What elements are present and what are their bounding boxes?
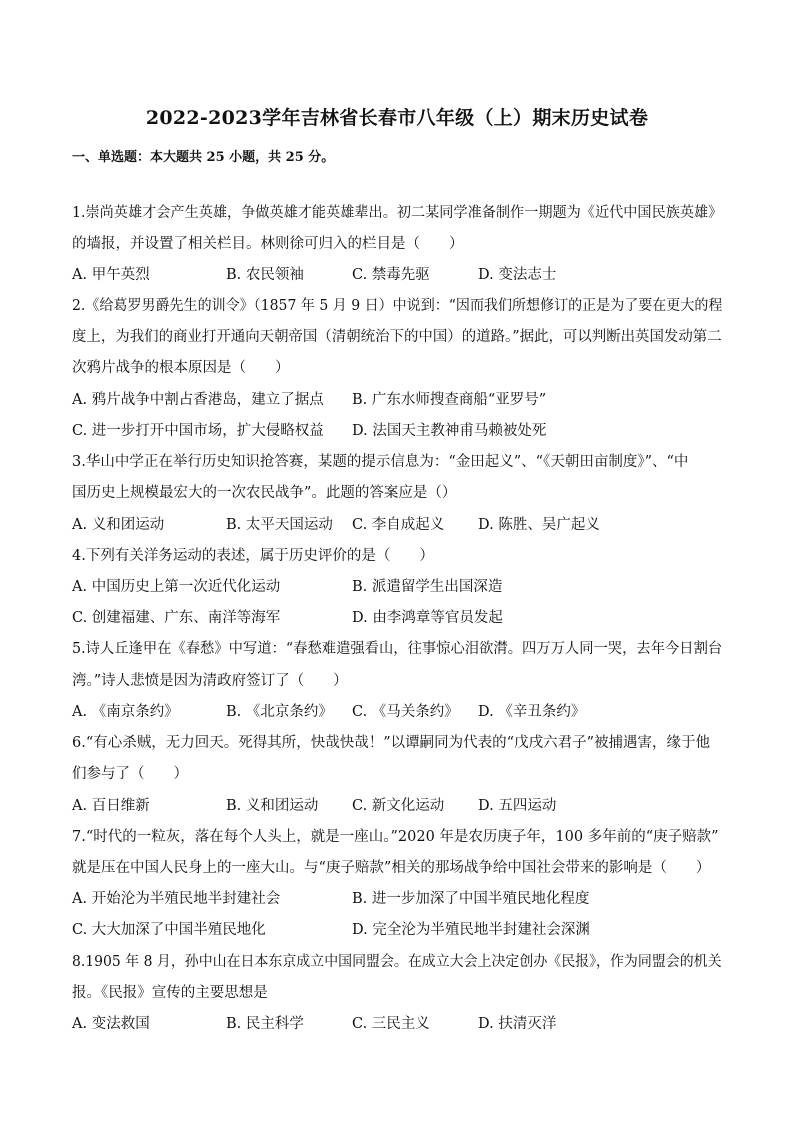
question-4-option-a: A. 中国历史上第一次近代化运动 <box>72 579 281 595</box>
question-5-option-c: C. 《马关条约》 <box>352 704 459 720</box>
question-2-option-a: A. 鸦片战争中割占香港岛，建立了据点 <box>72 392 324 408</box>
question-4-options-row-1 <box>72 577 732 597</box>
question-8-option-c: C. 三民主义 <box>352 1016 430 1032</box>
question-6-line-1: 6.“有心杀贼，无力回天。死得其所，快哉快哉！”以谭嗣同为代表的“戊戌六君子”被捕遇害，缘于他 <box>72 735 710 751</box>
question-5-option-b: B. 《北京条约》 <box>226 704 333 720</box>
question-8-line-1: 8.1905 年 8 月，孙中山在日本东京成立中国同盟会。在成立大会上决定创办《民报》，作为同盟会的机关 <box>72 954 722 970</box>
question-3-option-d: D. 陈胜、吴广起义 <box>478 517 600 533</box>
question-5-line-1: 5.诗人丘逢甲在《春愁》中写道：“春愁难遣强看山，往事惊心泪欲潸。四万万人同一哭，去年今日割台 <box>72 641 723 657</box>
question-1-line-2: 的墙报，并设置了相关栏目。林则徐可归入的栏目是（ ） <box>72 236 464 252</box>
question-8-line-2: 报。《民报》宣传的主要思想是 <box>72 985 268 1001</box>
question-6-option-d: D. 五四运动 <box>478 798 557 814</box>
question-7-line-2: 就是压在中国人民身上的一座大山。与“庚子赔款”相关的那场战争给中国社会带来的影响是（ ） <box>72 860 711 876</box>
question-4-line-1: 4.下列有关洋务运动的表述，属于历史评价的是（ ） <box>72 548 434 564</box>
question-6-line-2: 们参与了（ ） <box>72 766 188 782</box>
question-2-option-b: B. 广东水师搜查商船“亚罗号” <box>352 392 547 408</box>
question-3-option-b: B. 太平天国运动 <box>226 517 333 533</box>
question-6-option-a: A. 百日维新 <box>72 798 150 814</box>
question-3-line-1: 3.华山中学正在举行历史知识抢答赛，某题的提示信息为：“金田起义”、“《天朝田亩制度》”、“中 <box>72 454 689 470</box>
question-6-option-c: C. 新文化运动 <box>352 798 445 814</box>
question-4-option-d: D. 由李鸿章等官员发起 <box>352 610 503 626</box>
question-8-options <box>72 1014 732 1034</box>
question-5-options <box>72 702 732 722</box>
question-7-options-row-1 <box>72 889 732 909</box>
question-1-option-b: B. 农民领袖 <box>226 267 304 283</box>
question-7-line-1: 7.“时代的一粒灰，落在每个人头上，就是一座山。”2020 年是农历庚子年，100 多年前的“庚子赔款” <box>72 829 719 845</box>
question-2-line-3: 次鸦片战争的根本原因是（ ） <box>72 360 290 376</box>
question-7-options-row-2 <box>72 920 732 940</box>
question-4-option-b: B. 派遣留学生出国深造 <box>352 579 503 595</box>
question-2-options-row-1 <box>72 390 732 410</box>
question-2-line-1: 2.《给葛罗男爵先生的训令》（1857 年 5 月 9 日）中说到：“因而我们所想修订的正是为了要在更大的程 <box>72 298 723 314</box>
question-2-options-row-2 <box>72 421 732 441</box>
section-heading: 一、单选题：本大题共 25 小题，共 25 分。 <box>72 150 335 165</box>
question-8-option-a: A. 变法救国 <box>72 1016 150 1032</box>
question-3-line-2: 国历史上规模最宏大的一次农民战争”。此题的答案应是（） <box>72 485 457 501</box>
question-7-option-c: C. 大大加深了中国半殖民地化 <box>72 922 266 938</box>
question-7-option-d: D. 完全沦为半殖民地半封建社会深渊 <box>352 922 590 938</box>
question-6-option-b: B. 义和团运动 <box>226 798 319 814</box>
question-7-option-a: A. 开始沦为半殖民地半封建社会 <box>72 891 281 907</box>
question-1-line-1: 1.崇尚英雄才会产生英雄，争做英雄才能英雄辈出。初二某同学准备制作一期题为《近代中国民族英雄》 <box>72 205 723 221</box>
question-6-options <box>72 796 732 816</box>
question-3-option-a: A. 义和团运动 <box>72 517 165 533</box>
question-2-line-2: 度上，为我们的商业打开通向天朝帝国（清朝统治下的中国）的道路。”据此，可以判断出英国发动第二 <box>72 329 722 345</box>
question-4-option-c: C. 创建福建、广东、南洋等海军 <box>72 610 281 626</box>
question-5-line-2: 湾。”诗人悲愤是因为清政府签订了（ ） <box>72 673 348 689</box>
question-3-options <box>72 515 732 535</box>
question-5-option-a: A. 《南京条约》 <box>72 704 179 720</box>
question-1-option-a: A. 甲午英烈 <box>72 267 150 283</box>
question-1-options <box>72 265 732 285</box>
question-4-options-row-2 <box>72 608 732 628</box>
question-2-option-c: C. 进一步打开中国市场，扩大侵略权益 <box>72 423 324 439</box>
page-title: 2022-2023学年吉林省长春市八年级（上）期末历史试卷 <box>145 107 649 129</box>
question-3-option-c: C. 李自成起义 <box>352 517 445 533</box>
question-2-option-d: D. 法国天主教神甫马赖被处死 <box>352 423 547 439</box>
question-7-option-b: B. 进一步加深了中国半殖民地化程度 <box>352 891 590 907</box>
question-1-option-d: D. 变法志士 <box>478 267 557 283</box>
question-8-option-d: D. 扶清灭洋 <box>478 1016 557 1032</box>
question-5-option-d: D. 《辛丑条约》 <box>478 704 586 720</box>
question-8-option-b: B. 民主科学 <box>226 1016 304 1032</box>
question-1-option-c: C. 禁毒先驱 <box>352 267 430 283</box>
